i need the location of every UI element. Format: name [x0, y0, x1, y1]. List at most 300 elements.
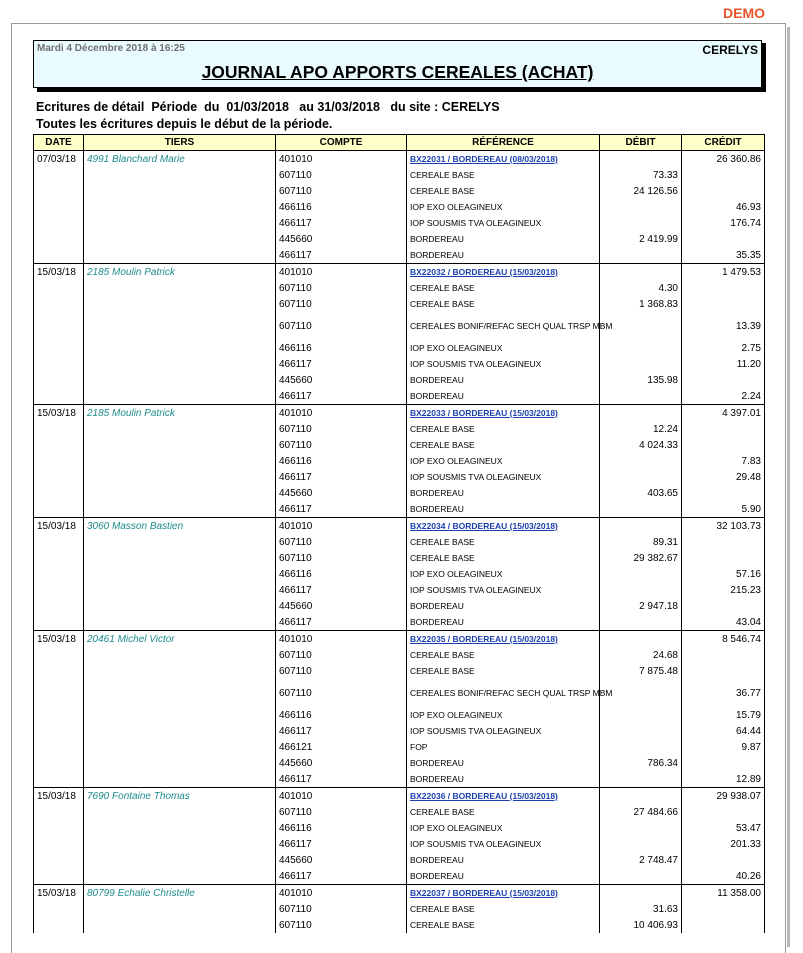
debit-amount: 2 419.99: [600, 231, 682, 247]
entry-tiers: [84, 534, 276, 550]
entry-date: [34, 340, 84, 356]
debit-amount: [600, 582, 682, 598]
entry-tiers: [84, 469, 276, 485]
account-number: 466116: [276, 566, 407, 582]
entry-date: [34, 388, 84, 405]
account-number: 466117: [276, 501, 407, 518]
debit-amount: 135.98: [600, 372, 682, 388]
credit-amount: 64.44: [682, 723, 765, 739]
table-row: [34, 852, 765, 868]
entry-reference: CEREALE BASE: [407, 534, 600, 550]
credit-amount: 40.26: [682, 868, 765, 885]
entry-date: [34, 917, 84, 933]
account-number: 445660: [276, 372, 407, 388]
credit-amount: [682, 485, 765, 501]
debit-amount: 89.31: [600, 534, 682, 550]
bordereau-link[interactable]: BX22034 / BORDEREAU (15/03/2018): [407, 518, 600, 535]
header-shadow-right: [762, 43, 766, 92]
entry-reference: IOP EXO OLEAGINEUX: [407, 820, 600, 836]
debit-amount: [600, 820, 682, 836]
print-date: Mardi 4 Décembre 2018 à 16:25: [37, 43, 185, 54]
entry-date: 15/03/18: [34, 631, 84, 648]
account-number: 401010: [276, 405, 407, 422]
table-row: [34, 183, 765, 199]
entry-date: [34, 469, 84, 485]
debit-amount: [600, 723, 682, 739]
entry-reference: CEREALE BASE: [407, 804, 600, 820]
entry-date: [34, 485, 84, 501]
account-number: 445660: [276, 852, 407, 868]
entry-date: [34, 231, 84, 247]
entry-date: [34, 566, 84, 582]
debit-amount: [600, 771, 682, 788]
entry-reference: IOP SOUSMIS TVA OLEAGINEUX: [407, 215, 600, 231]
entry-tiers: [84, 296, 276, 312]
table-row: [34, 723, 765, 739]
table-row: [34, 836, 765, 852]
table-row: [34, 151, 765, 168]
entry-reference: IOP SOUSMIS TVA OLEAGINEUX: [407, 469, 600, 485]
entry-tiers: [84, 679, 276, 707]
entry-tiers: [84, 723, 276, 739]
debit-amount: [600, 566, 682, 582]
credit-amount: 15.79: [682, 707, 765, 723]
account-number: 401010: [276, 518, 407, 535]
credit-amount: 2.75: [682, 340, 765, 356]
entry-reference: IOP EXO OLEAGINEUX: [407, 340, 600, 356]
col-header-tiers: TIERS: [84, 135, 276, 151]
entry-tiers: 80799 Echalie Christelle: [84, 885, 276, 902]
debit-amount: 10 406.93: [600, 917, 682, 933]
credit-amount: [682, 372, 765, 388]
entry-date: [34, 707, 84, 723]
entry-date: 15/03/18: [34, 788, 84, 805]
credit-amount: 43.04: [682, 614, 765, 631]
entry-tiers: [84, 836, 276, 852]
debit-amount: 73.33: [600, 167, 682, 183]
account-number: 466117: [276, 582, 407, 598]
credit-amount: 4 397.01: [682, 405, 765, 422]
debit-amount: [600, 518, 682, 535]
period-description: Ecritures de détail Période du 01/03/2018 au 31/03/2018 du site : CERELYS: [36, 100, 500, 114]
demo-watermark: DEMO: [723, 5, 765, 21]
entry-tiers: [84, 437, 276, 453]
table-row: [34, 485, 765, 501]
entry-reference: BORDEREAU: [407, 868, 600, 885]
entry-reference: IOP SOUSMIS TVA OLEAGINEUX: [407, 582, 600, 598]
entry-tiers: [84, 167, 276, 183]
table-row: [34, 264, 765, 281]
entry-tiers: [84, 868, 276, 885]
credit-amount: 7.83: [682, 453, 765, 469]
table-row: [34, 501, 765, 518]
account-number: 607110: [276, 663, 407, 679]
entry-reference: BORDEREAU: [407, 388, 600, 405]
entry-reference: CEREALE BASE: [407, 167, 600, 183]
bordereau-link[interactable]: BX22031 / BORDEREAU (08/03/2018): [407, 151, 600, 168]
entry-tiers: [84, 598, 276, 614]
credit-amount: 29.48: [682, 469, 765, 485]
entry-date: [34, 183, 84, 199]
entry-reference: FOP: [407, 739, 600, 755]
credit-amount: [682, 296, 765, 312]
credit-amount: 29 938.07: [682, 788, 765, 805]
debit-amount: [600, 453, 682, 469]
debit-amount: 27 484.66: [600, 804, 682, 820]
entry-tiers: 3060 Masson Bastien: [84, 518, 276, 535]
account-number: 466116: [276, 820, 407, 836]
credit-amount: 11 358.00: [682, 885, 765, 902]
entry-tiers: [84, 215, 276, 231]
entry-date: [34, 280, 84, 296]
table-row: [34, 614, 765, 631]
entry-tiers: [84, 771, 276, 788]
credit-amount: [682, 231, 765, 247]
entry-date: [34, 820, 84, 836]
entry-tiers: [84, 280, 276, 296]
credit-amount: [682, 852, 765, 868]
credit-amount: 36.77: [682, 679, 765, 707]
table-row: [34, 788, 765, 805]
account-number: 466117: [276, 614, 407, 631]
credit-amount: 26 360.86: [682, 151, 765, 168]
entry-date: 15/03/18: [34, 885, 84, 902]
debit-amount: 403.65: [600, 485, 682, 501]
table-row: [34, 771, 765, 788]
table-row: [34, 421, 765, 437]
debit-amount: [600, 836, 682, 852]
debit-amount: 24 126.56: [600, 183, 682, 199]
table-row: [34, 804, 765, 820]
credit-amount: 2.24: [682, 388, 765, 405]
entry-reference: CEREALE BASE: [407, 647, 600, 663]
account-number: 466116: [276, 340, 407, 356]
entry-tiers: [84, 917, 276, 933]
debit-amount: [600, 264, 682, 281]
debit-amount: [600, 501, 682, 518]
debit-amount: [600, 868, 682, 885]
entry-date: [34, 901, 84, 917]
account-number: 401010: [276, 151, 407, 168]
entry-date: [34, 852, 84, 868]
entry-date: [34, 199, 84, 215]
table-row: [34, 663, 765, 679]
entry-date: [34, 755, 84, 771]
credit-amount: [682, 598, 765, 614]
table-row: [34, 453, 765, 469]
debit-amount: [600, 469, 682, 485]
credit-amount: 32 103.73: [682, 518, 765, 535]
table-row: [34, 739, 765, 755]
debit-amount: 2 748.47: [600, 852, 682, 868]
table-row: [34, 534, 765, 550]
scope-description: Toutes les écritures depuis le début de la période.: [36, 117, 333, 131]
debit-amount: 4.30: [600, 280, 682, 296]
table-row: [34, 868, 765, 885]
entry-date: [34, 421, 84, 437]
debit-amount: [600, 340, 682, 356]
table-row: [34, 215, 765, 231]
entry-tiers: 2185 Moulin Patrick: [84, 264, 276, 281]
entry-date: [34, 663, 84, 679]
entry-tiers: [84, 372, 276, 388]
credit-amount: [682, 550, 765, 566]
entry-date: [34, 534, 84, 550]
debit-amount: 29 382.67: [600, 550, 682, 566]
report-title: JOURNAL APO APPORTS CEREALES (ACHAT): [201, 62, 594, 82]
table-row: [34, 356, 765, 372]
account-number: 401010: [276, 788, 407, 805]
report-header: [33, 40, 762, 88]
credit-amount: 1 479.53: [682, 264, 765, 281]
entry-reference: IOP EXO OLEAGINEUX: [407, 453, 600, 469]
account-number: 445660: [276, 231, 407, 247]
col-header-date: DATE: [34, 135, 84, 151]
credit-amount: 215.23: [682, 582, 765, 598]
entry-tiers: [84, 501, 276, 518]
entry-tiers: [84, 421, 276, 437]
credit-amount: 8 546.74: [682, 631, 765, 648]
entry-reference: CEREALES BONIF/REFAC SECH QUAL TRSP MBM: [407, 679, 600, 707]
entry-date: [34, 582, 84, 598]
table-row: [34, 280, 765, 296]
debit-amount: 786.34: [600, 755, 682, 771]
entry-date: [34, 215, 84, 231]
debit-amount: [600, 707, 682, 723]
table-row: [34, 550, 765, 566]
page-shadow: [787, 27, 790, 947]
account-number: 607110: [276, 647, 407, 663]
bordereau-link[interactable]: BX22035 / BORDEREAU (15/03/2018): [407, 631, 600, 648]
company-name: CERELYS: [702, 43, 758, 57]
entry-tiers: [84, 247, 276, 264]
table-header-row: [34, 135, 765, 151]
account-number: 466117: [276, 215, 407, 231]
table-row: [34, 917, 765, 933]
account-number: 466121: [276, 739, 407, 755]
account-number: 466116: [276, 453, 407, 469]
col-header-credit: CRÉDIT: [682, 135, 765, 151]
entry-date: 15/03/18: [34, 405, 84, 422]
debit-amount: 24.68: [600, 647, 682, 663]
account-number: 607110: [276, 421, 407, 437]
entry-reference: CEREALE BASE: [407, 917, 600, 933]
entry-reference: BORDEREAU: [407, 485, 600, 501]
account-number: 445660: [276, 755, 407, 771]
entry-reference: BORDEREAU: [407, 771, 600, 788]
entry-tiers: [84, 663, 276, 679]
debit-amount: [600, 788, 682, 805]
entry-date: [34, 372, 84, 388]
credit-amount: 12.89: [682, 771, 765, 788]
table-row: [34, 167, 765, 183]
entry-date: [34, 868, 84, 885]
entry-tiers: [84, 707, 276, 723]
bordereau-link[interactable]: BX22032 / BORDEREAU (15/03/2018): [407, 264, 600, 281]
debit-amount: [600, 388, 682, 405]
credit-amount: [682, 917, 765, 933]
account-number: 607110: [276, 437, 407, 453]
col-header-debit: DÉBIT: [600, 135, 682, 151]
entry-tiers: [84, 614, 276, 631]
debit-amount: 4 024.33: [600, 437, 682, 453]
debit-amount: 31.63: [600, 901, 682, 917]
table-row: [34, 405, 765, 422]
entry-reference: CEREALE BASE: [407, 421, 600, 437]
account-number: 607110: [276, 280, 407, 296]
entry-tiers: 20461 Michel Victor: [84, 631, 276, 648]
credit-amount: [682, 280, 765, 296]
credit-amount: 176.74: [682, 215, 765, 231]
account-number: 607110: [276, 534, 407, 550]
entry-tiers: 2185 Moulin Patrick: [84, 405, 276, 422]
entry-reference: CEREALE BASE: [407, 663, 600, 679]
debit-amount: [600, 614, 682, 631]
table-row: [34, 647, 765, 663]
header-shadow-bottom: [37, 88, 766, 92]
account-number: 607110: [276, 296, 407, 312]
entry-tiers: [84, 183, 276, 199]
debit-amount: [600, 247, 682, 264]
credit-amount: [682, 183, 765, 199]
entry-tiers: [84, 566, 276, 582]
entry-reference: IOP SOUSMIS TVA OLEAGINEUX: [407, 836, 600, 852]
entry-reference: IOP SOUSMIS TVA OLEAGINEUX: [407, 723, 600, 739]
entry-date: 07/03/18: [34, 151, 84, 168]
table-row: [34, 707, 765, 723]
debit-amount: 7 875.48: [600, 663, 682, 679]
entry-tiers: [84, 550, 276, 566]
entry-date: [34, 598, 84, 614]
entry-date: [34, 614, 84, 631]
account-number: 607110: [276, 804, 407, 820]
account-number: 607110: [276, 167, 407, 183]
account-number: 466117: [276, 771, 407, 788]
account-number: 401010: [276, 631, 407, 648]
credit-amount: [682, 804, 765, 820]
account-number: 607110: [276, 183, 407, 199]
table-row: [34, 679, 765, 707]
entry-date: [34, 356, 84, 372]
table-row: [34, 388, 765, 405]
table-row: [34, 296, 765, 312]
entry-date: [34, 296, 84, 312]
entry-tiers: 4991 Blanchard Marie: [84, 151, 276, 168]
debit-amount: 2 947.18: [600, 598, 682, 614]
debit-amount: [600, 215, 682, 231]
debit-amount: [600, 739, 682, 755]
credit-amount: 13.39: [682, 312, 765, 340]
credit-amount: 53.47: [682, 820, 765, 836]
table-row: [34, 312, 765, 340]
col-header-compte: COMPTE: [276, 135, 407, 151]
account-number: 607110: [276, 901, 407, 917]
credit-amount: 57.16: [682, 566, 765, 582]
table-row: [34, 582, 765, 598]
entry-date: [34, 836, 84, 852]
entry-tiers: [84, 755, 276, 771]
table-row: [34, 518, 765, 535]
account-number: 466117: [276, 356, 407, 372]
entry-tiers: [84, 647, 276, 663]
entry-date: [34, 501, 84, 518]
entry-reference: CEREALE BASE: [407, 437, 600, 453]
entry-reference: BORDEREAU: [407, 247, 600, 264]
credit-amount: [682, 167, 765, 183]
entry-reference: BORDEREAU: [407, 852, 600, 868]
entry-reference: BORDEREAU: [407, 372, 600, 388]
account-number: 466116: [276, 707, 407, 723]
table-row: [34, 755, 765, 771]
entry-reference: CEREALE BASE: [407, 550, 600, 566]
account-number: 607110: [276, 312, 407, 340]
credit-amount: [682, 437, 765, 453]
debit-amount: [600, 199, 682, 215]
table-row: [34, 566, 765, 582]
entry-date: [34, 771, 84, 788]
account-number: 466116: [276, 199, 407, 215]
entry-reference: CEREALE BASE: [407, 280, 600, 296]
account-number: 466117: [276, 469, 407, 485]
table-row: [34, 340, 765, 356]
table-row: [34, 885, 765, 902]
entry-reference: CEREALES BONIF/REFAC SECH QUAL TRSP MBM: [407, 312, 600, 340]
entry-tiers: [84, 356, 276, 372]
entry-tiers: [84, 582, 276, 598]
entry-date: [34, 723, 84, 739]
entry-date: [34, 312, 84, 340]
account-number: 445660: [276, 598, 407, 614]
account-number: 401010: [276, 885, 407, 902]
credit-amount: [682, 901, 765, 917]
entry-reference: CEREALE BASE: [407, 296, 600, 312]
entry-tiers: [84, 739, 276, 755]
entry-reference: IOP EXO OLEAGINEUX: [407, 199, 600, 215]
table-row: [34, 199, 765, 215]
account-number: 607110: [276, 917, 407, 933]
entry-date: 15/03/18: [34, 518, 84, 535]
bordereau-link[interactable]: BX22037 / BORDEREAU (15/03/2018): [407, 885, 600, 902]
entry-tiers: [84, 804, 276, 820]
table-row: [34, 631, 765, 648]
bordereau-link[interactable]: BX22033 / BORDEREAU (15/03/2018): [407, 405, 600, 422]
credit-amount: 201.33: [682, 836, 765, 852]
table-row: [34, 247, 765, 264]
entry-date: [34, 437, 84, 453]
debit-amount: 1 368.83: [600, 296, 682, 312]
table-row: [34, 820, 765, 836]
entry-reference: IOP EXO OLEAGINEUX: [407, 566, 600, 582]
debit-amount: 12.24: [600, 421, 682, 437]
credit-amount: 11.20: [682, 356, 765, 372]
entry-date: [34, 647, 84, 663]
debit-amount: [600, 356, 682, 372]
entry-date: [34, 167, 84, 183]
entry-date: 15/03/18: [34, 264, 84, 281]
entry-tiers: [84, 852, 276, 868]
credit-amount: 5.90: [682, 501, 765, 518]
account-number: 466117: [276, 388, 407, 405]
entry-tiers: [84, 453, 276, 469]
debit-amount: [600, 405, 682, 422]
entry-date: [34, 739, 84, 755]
debit-amount: [600, 885, 682, 902]
bordereau-link[interactable]: BX22036 / BORDEREAU (15/03/2018): [407, 788, 600, 805]
account-number: 607110: [276, 550, 407, 566]
entry-reference: BORDEREAU: [407, 598, 600, 614]
credit-amount: 9.87: [682, 739, 765, 755]
account-number: 445660: [276, 485, 407, 501]
